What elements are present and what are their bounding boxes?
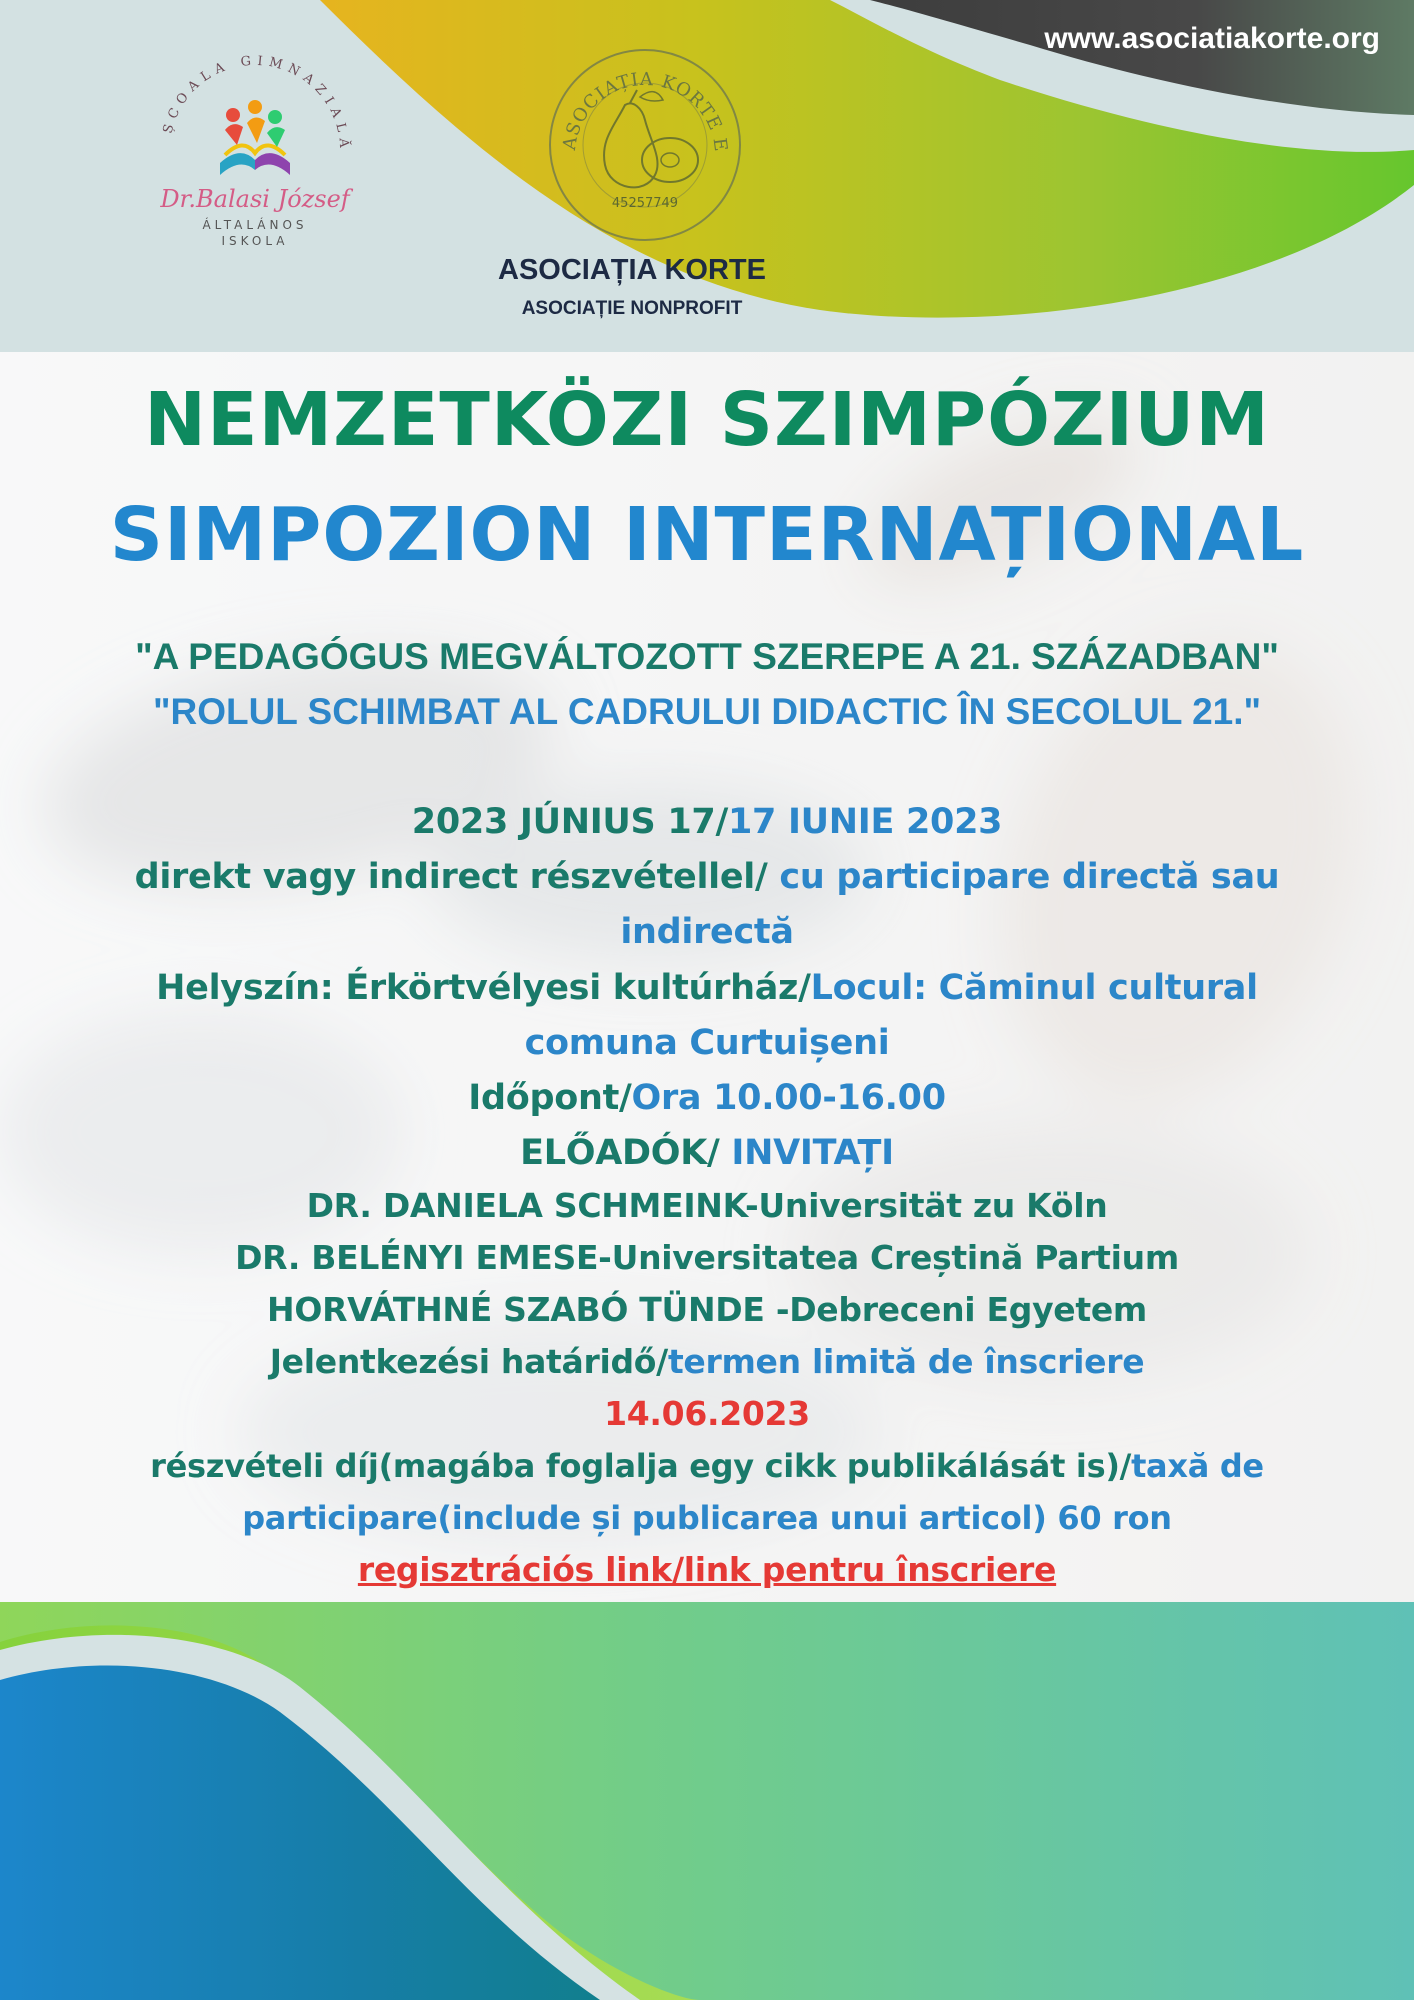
- registration-link[interactable]: regisztrációs link/link pentru înscriere: [357, 1550, 1057, 1589]
- footer-band: [0, 1602, 1414, 2000]
- location-ro-2: comuna Curtuișeni: [524, 1023, 890, 1063]
- location-line: [0, 962, 1414, 1014]
- speakers-ro: INVITAȚI: [731, 1133, 894, 1173]
- speakers-hu: ELŐADÓK/: [520, 1133, 732, 1173]
- school-logo-name: Dr.Balasi József: [160, 185, 350, 213]
- location-hu: Helyszín: Érkörtvélyesi kultúrház/: [156, 968, 811, 1008]
- fee-ro-1: taxă de: [1131, 1447, 1264, 1485]
- association-name: ASOCIAȚIA KORTE: [498, 254, 766, 286]
- speakers-heading: [0, 1127, 1414, 1179]
- school-logo-line2: ISKOLA: [221, 234, 289, 248]
- location-ro-1: Locul: Căminul cultural: [810, 968, 1258, 1008]
- time-hu: Időpont/: [468, 1078, 632, 1118]
- fee-ro-2: participare(include și publicarea unui articol) 60 ron: [242, 1499, 1172, 1537]
- deadline-hu: Jelentkezési határidő/: [269, 1342, 668, 1381]
- school-logo-line1: ÁLTALÁNOS: [202, 218, 308, 232]
- speaker-2: DR. BELÉNYI EMESE-Universitatea Creștină Partium: [235, 1238, 1179, 1277]
- association-seal: [545, 45, 745, 245]
- school-logo-arc-text: ȘCOALA GIMNAZIALĂ: [160, 53, 352, 154]
- time-line: [0, 1072, 1414, 1124]
- event-date-ro: 17 IUNIE 2023: [727, 802, 1003, 842]
- fee-line: [0, 1440, 1414, 1492]
- open-book-icon: [220, 100, 290, 175]
- fee-hu: részvételi díj(magába foglalja egy cikk publikálását is)/: [150, 1447, 1132, 1485]
- participation-hu: direkt vagy indirect részvétellel/: [134, 857, 780, 897]
- association-type: ASOCIAȚIE NONPROFIT: [521, 298, 743, 319]
- pear-icon: [604, 90, 698, 187]
- speaker-3: HORVÁTHNÉ SZABÓ TÜNDE -Debreceni Egyetem: [267, 1290, 1147, 1329]
- subtitle-ro: "ROLUL SCHIMBAT AL CADRULUI DIDACTIC ÎN SECOLUL 21.": [152, 691, 1262, 732]
- school-logo-graphic: [125, 45, 385, 255]
- seal-number: 45257749: [611, 196, 679, 211]
- school-logo: [125, 45, 385, 255]
- title-hu: NEMZETKÖZI SZIMPÓZIUM: [144, 377, 1270, 463]
- website-url[interactable]: www.asociatiakorte.org: [1044, 22, 1380, 55]
- event-date-hu: 2023 JÚNIUS 17/: [411, 802, 728, 842]
- event-date: [0, 796, 1414, 848]
- subtitle-hu: "A PEDAGÓGUS MEGVÁLTOZOTT SZEREPE A 21. SZÁZADBAN": [135, 636, 1279, 677]
- deadline-date: 14.06.2023: [604, 1394, 810, 1433]
- participation-ro-1: cu participare directă sau: [779, 857, 1280, 897]
- deadline-ro: termen limită de înscriere: [667, 1342, 1145, 1381]
- deadline-line: [0, 1336, 1414, 1388]
- association-seal-graphic: [545, 45, 745, 245]
- time-ro: Ora 10.00-16.00: [631, 1078, 946, 1118]
- title-ro: SIMPOZION INTERNAȚIONAL: [109, 492, 1305, 578]
- footer-background: [0, 1602, 1414, 2000]
- seal-ring-text: ASOCIAȚIA KORTE E: [558, 68, 732, 154]
- speaker-1: DR. DANIELA SCHMEINK-Universität zu Köln: [306, 1186, 1108, 1225]
- participation-ro-2: indirectă: [620, 912, 794, 952]
- participation-line: [0, 851, 1414, 903]
